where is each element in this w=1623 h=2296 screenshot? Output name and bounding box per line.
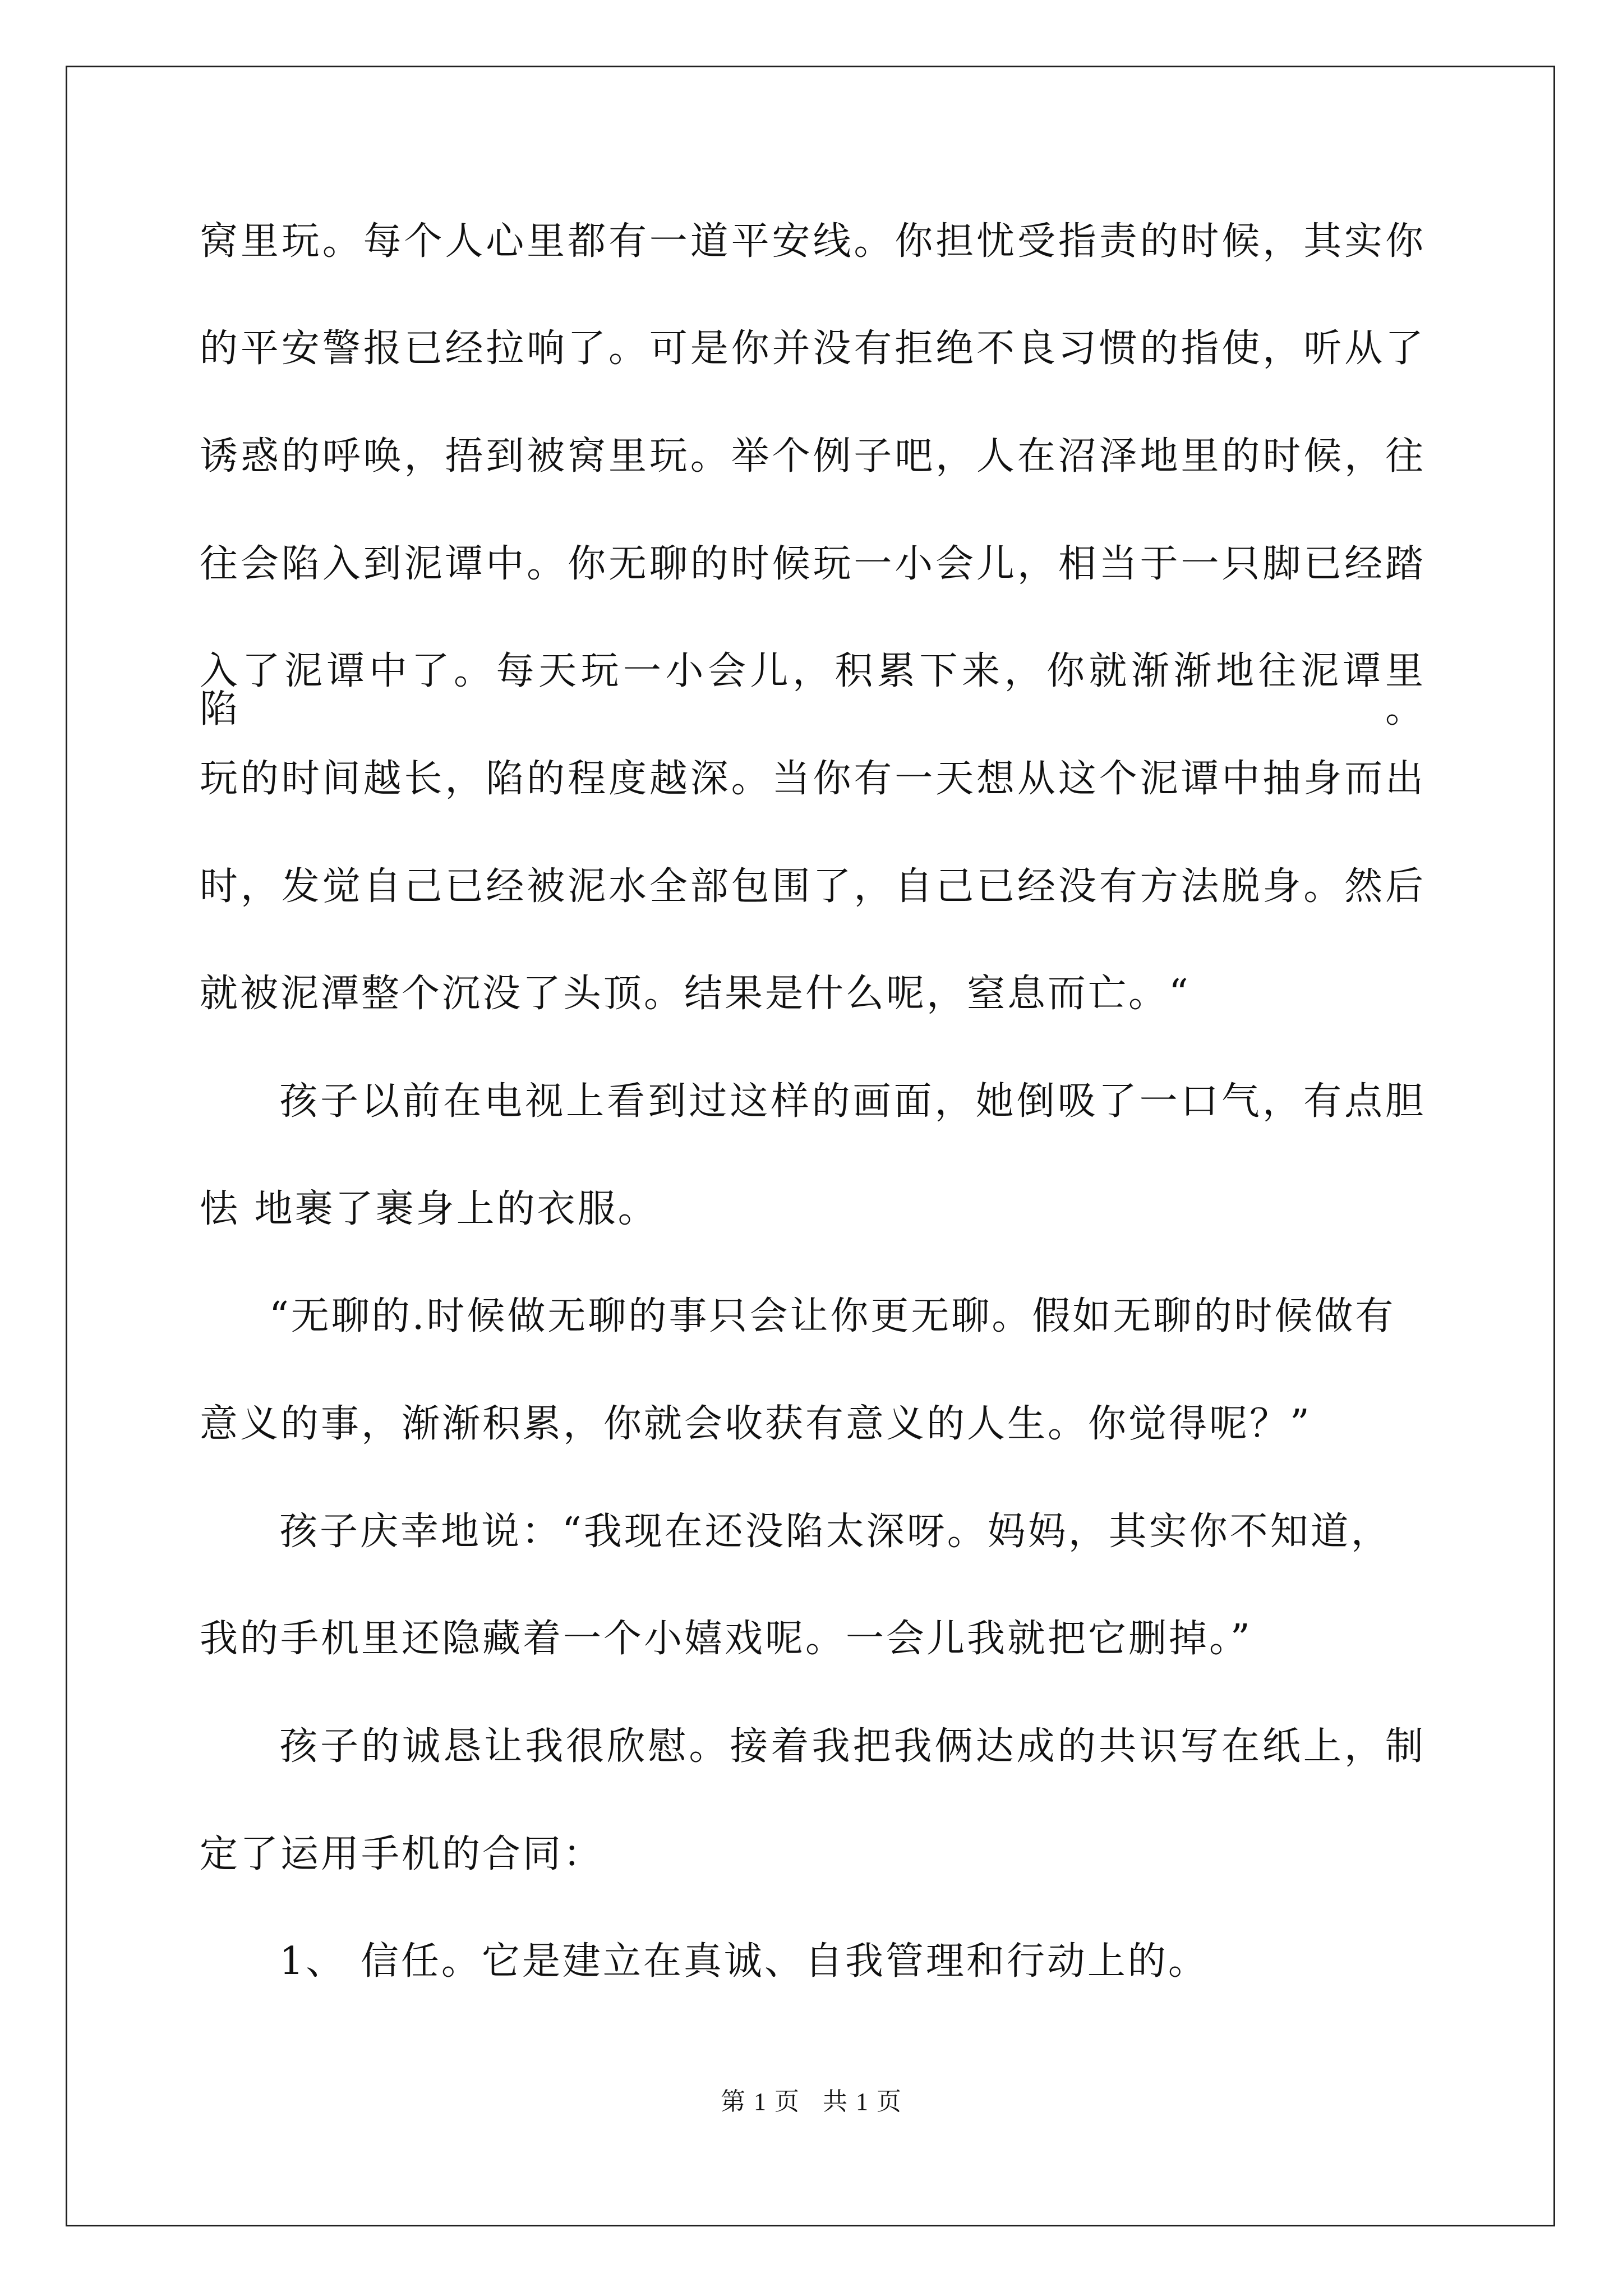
text-line: 意义的事，渐渐积累，你就会收获有意义的人生。你觉得呢？”	[200, 1402, 1312, 1446]
text-line: 就被泥潭整个沉没了头顶。结果是什么呢，窒息而亡。“	[200, 972, 1191, 1016]
text-line: 怯 地裹了裹身上的衣服。	[200, 1187, 658, 1231]
text-line: 孩子的诚恳让我很欣慰。接着我把我俩达成的共识写在纸上，制	[279, 1724, 1426, 1769]
page-footer	[0, 2090, 1623, 2114]
text-line: 诱惑的呼唤，捂到被窝里玩。举个例子吧，人在沼泽地里的时候，往	[200, 434, 1426, 478]
text-line: 定了运用手机的合同：	[200, 1832, 604, 1876]
page-total: 共 1 页	[823, 2088, 902, 2115]
page-border	[66, 66, 1555, 2226]
text-line: 时，发觉自己已经被泥水全部包围了，自己已经没有方法脱身。然后	[200, 864, 1426, 909]
text-line: 入了泥谭中了。每天玩一小会儿，积累下来，你就渐渐地往泥谭里陷。	[200, 649, 1426, 731]
text-line: 1、 信任。它是建立在真诚、自我管理和行动上的。	[279, 1939, 1209, 1984]
text-line: 的平安警报已经拉响了。可是你并没有拒绝不良习惯的指使，听从了	[200, 326, 1426, 371]
text-line: 我的手机里还隐藏着一个小嬉戏呢。一会儿我就把它删掉。”	[200, 1617, 1252, 1661]
page-number: 第 1 页	[721, 2088, 800, 2115]
text-line: 孩子以前在电视上看到过这样的画面，她倒吸了一口气，有点胆	[279, 1079, 1426, 1124]
text-line: “无聊的.时候做无聊的事只会让你更无聊。假如无聊的时候做有	[269, 1294, 1396, 1338]
text-line: 孩子庆幸地说：“我现在还没陷太深呀。妈妈，其实你不知道，	[279, 1510, 1391, 1554]
text-line: 往会陷入到泥谭中。你无聊的时候玩一小会儿，相当于一只脚已经踏	[200, 542, 1426, 586]
text-line: 窝里玩。每个人心里都有一道平安线。你担忧受指责的时候，其实你	[200, 219, 1426, 264]
text-line: 玩的时间越长，陷的程度越深。当你有一天想从这个泥谭中抽身而出	[200, 757, 1426, 801]
